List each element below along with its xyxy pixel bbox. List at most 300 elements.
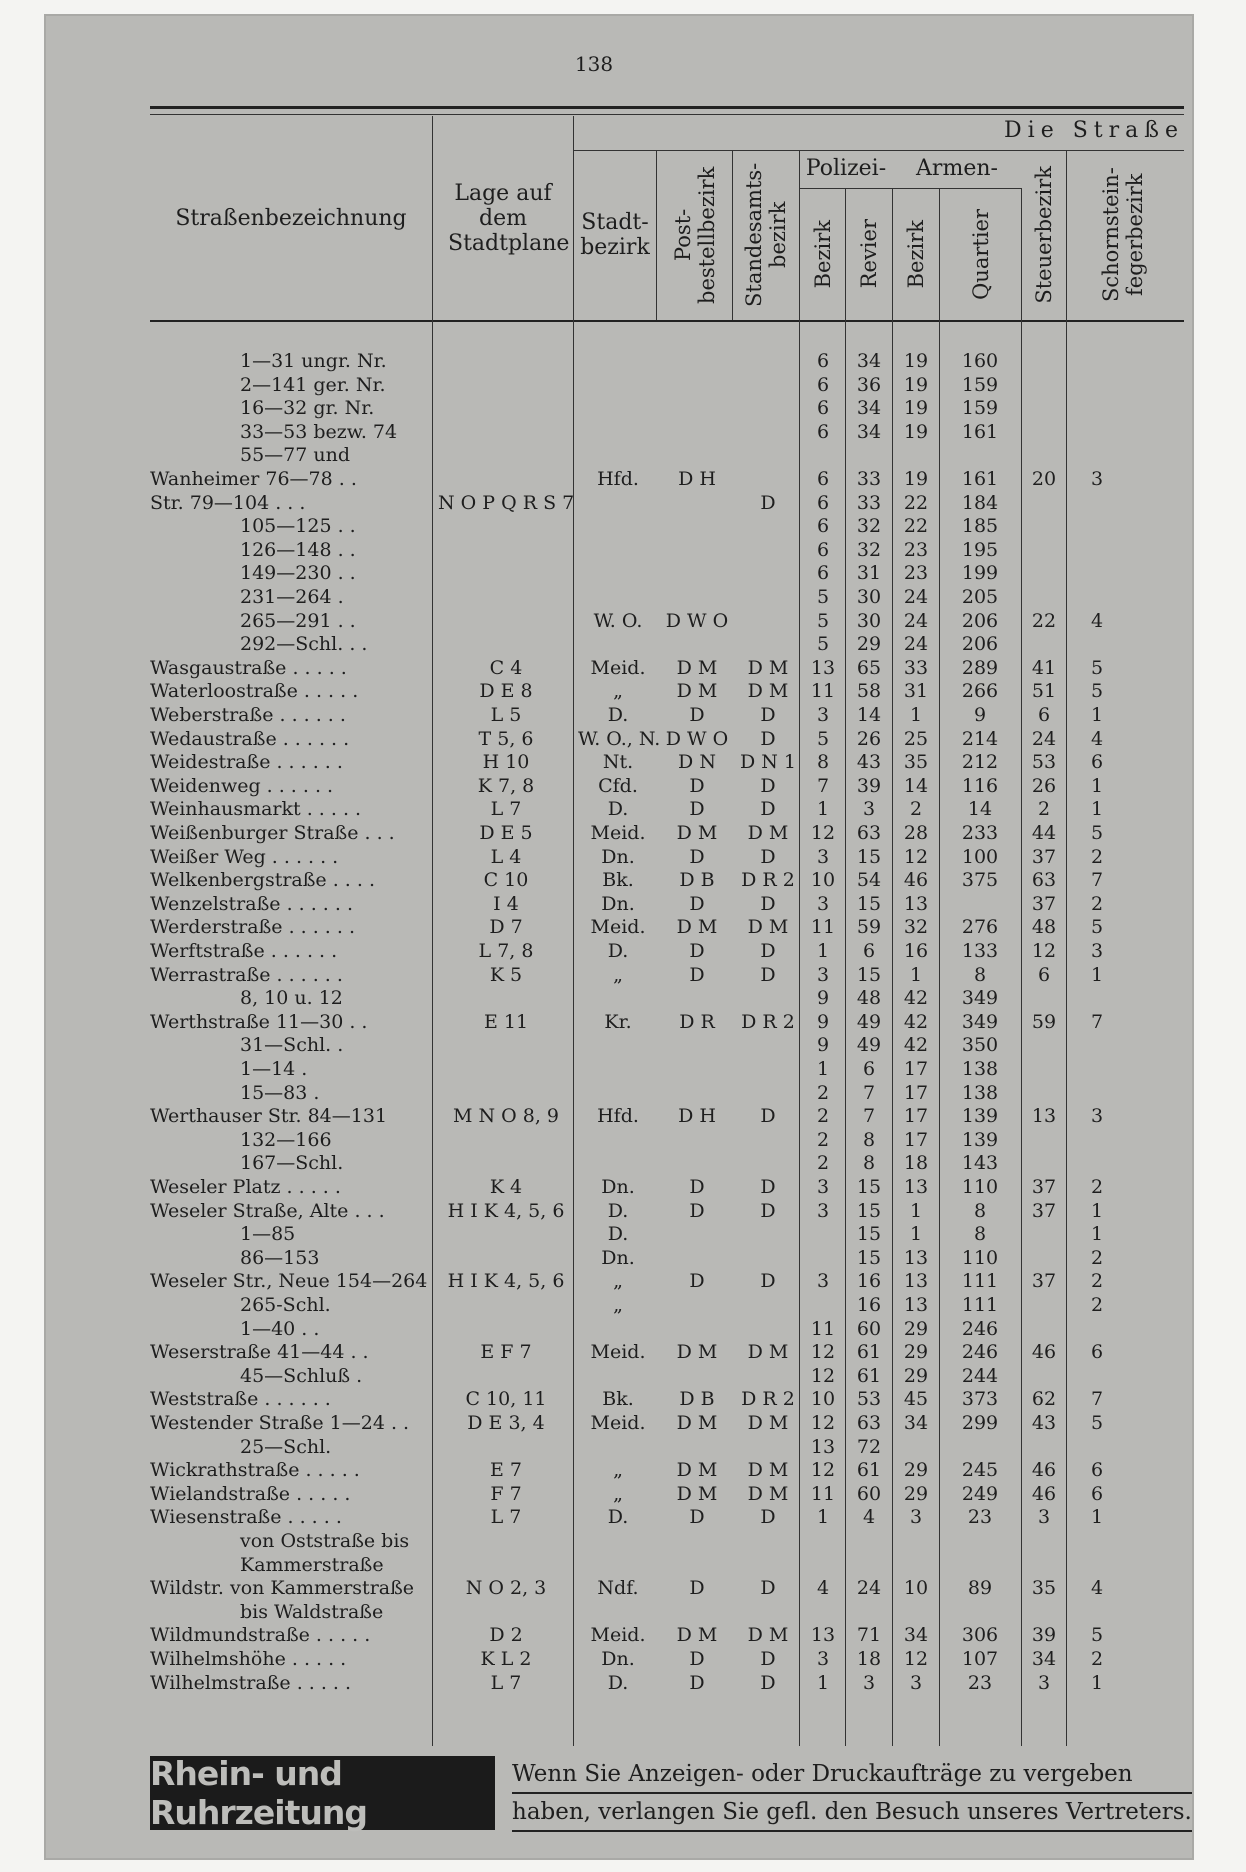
table-row — [150, 728, 1184, 751]
cell-ab: 14 — [903, 774, 929, 797]
cell-pb: 5 — [816, 586, 830, 608]
table-row — [150, 492, 1184, 515]
cell-aq: 111 — [961, 1270, 999, 1293]
page-scan — [44, 14, 1194, 1860]
cell-pr: 59 — [856, 916, 882, 939]
cell-pb: 3 — [816, 704, 830, 726]
cell-pr: 43 — [856, 751, 882, 774]
cell-pr: 30 — [856, 609, 882, 632]
cell-ab: 1 — [909, 1223, 923, 1246]
cell-sch: 3 — [1090, 940, 1104, 962]
cell-aq: 289 — [961, 656, 999, 679]
cell-st: 46 — [1031, 1482, 1057, 1505]
header-stadtbezirk — [574, 150, 657, 320]
cell-pb: 9 — [816, 1010, 830, 1033]
cell-ab: 33 — [903, 656, 929, 679]
header-street-name-text: Straßenbezeichnung — [175, 205, 407, 231]
header-standesamt — [733, 150, 800, 320]
cell-stand: D — [760, 1671, 776, 1694]
cell-ab: 18 — [903, 1152, 929, 1175]
cell-aq: 8 — [973, 1199, 987, 1222]
cell-st: 6 — [1037, 963, 1051, 986]
table-row — [150, 633, 1184, 656]
cell-pb: 12 — [810, 822, 836, 844]
cell-lage: E 11 — [483, 1010, 529, 1033]
cell-stand: D — [760, 1270, 776, 1293]
cell-pr: 63 — [856, 822, 882, 844]
cell-pb: 6 — [816, 397, 830, 420]
cell-ab: 19 — [903, 397, 929, 420]
cell-sch: 7 — [1090, 1388, 1104, 1411]
street-name-cell: 265-Schl. — [240, 1294, 331, 1316]
cell-pb: 6 — [816, 515, 830, 538]
street-name-cell: von Oststraße bis — [240, 1530, 410, 1552]
cell-ab: 34 — [903, 1412, 929, 1434]
cell-aq: 246 — [961, 1341, 999, 1364]
cell-sch: 5 — [1090, 1412, 1104, 1434]
cell-aq: 133 — [961, 940, 999, 962]
cell-pr: 61 — [856, 1341, 882, 1364]
cell-st: 20 — [1031, 468, 1057, 490]
table-row — [150, 1200, 1184, 1223]
table-row — [150, 964, 1184, 987]
cell-pb: 11 — [810, 916, 836, 939]
header-polizei-bezirk — [800, 188, 846, 320]
cell-pb: 11 — [810, 1482, 836, 1505]
cell-sch: 1 — [1090, 963, 1104, 986]
cell-stand: D — [760, 798, 776, 821]
cell-sch: 3 — [1090, 1105, 1104, 1128]
cell-pb: 5 — [816, 633, 830, 656]
cell-stand: D — [760, 1176, 776, 1198]
cell-stadt: Dn. — [601, 1176, 635, 1198]
cell-aq: 306 — [961, 1624, 999, 1647]
table-row — [150, 1223, 1184, 1246]
table-row — [150, 916, 1184, 939]
cell-pb: 5 — [816, 727, 830, 750]
street-name-cell: Weißer Weg . . . . . . — [150, 845, 339, 868]
header-schornstein — [1067, 150, 1183, 320]
cell-st: 3 — [1037, 1506, 1051, 1529]
cell-lage: H I K 4, 5, 6 — [447, 1270, 565, 1293]
cell-aq: 116 — [961, 774, 999, 797]
cell-stadt: „ — [613, 963, 623, 986]
cell-stand: D R 2 — [741, 1010, 795, 1033]
cell-ab: 13 — [903, 1270, 929, 1293]
cell-lage: C 10 — [483, 869, 529, 892]
cell-pb: 6 — [816, 420, 830, 443]
cell-pr: 16 — [856, 1270, 882, 1293]
street-name-cell: 265—291 . . — [240, 609, 356, 632]
street-name-cell: 149—230 . . — [240, 562, 356, 585]
cell-ab: 32 — [903, 916, 929, 939]
cell-pb: 10 — [810, 1388, 836, 1411]
cell-pb: 6 — [816, 491, 830, 514]
cell-sch: 5 — [1090, 656, 1104, 679]
cell-pb: 11 — [810, 1317, 836, 1340]
cell-ab: 19 — [903, 350, 929, 372]
street-name-cell: 126—148 . . — [240, 538, 356, 561]
cell-stadt: Dn. — [601, 1648, 635, 1670]
table-row — [150, 1247, 1184, 1270]
street-name-cell: Wickrathstraße . . . . . — [150, 1459, 360, 1482]
cell-pb: 8 — [816, 751, 830, 774]
cell-post: D — [689, 774, 705, 797]
street-name-cell: 1—14 . — [240, 1058, 308, 1080]
cell-stand: D — [760, 774, 776, 797]
cell-sch: 3 — [1090, 468, 1104, 490]
cell-st: 37 — [1031, 892, 1057, 915]
cell-pb: 1 — [816, 1506, 830, 1529]
cell-st: 37 — [1031, 1176, 1057, 1198]
cell-ab: 19 — [903, 373, 929, 396]
header-postbestell-text: Post- bestellbezirk — [670, 166, 719, 304]
cell-st: 46 — [1031, 1459, 1057, 1482]
cell-post: D — [689, 963, 705, 986]
cell-pb: 12 — [810, 1341, 836, 1364]
table-row — [150, 1601, 1184, 1624]
header-polizei: Polizei- — [805, 156, 887, 181]
cell-sch: 4 — [1090, 609, 1104, 632]
table-row — [150, 1506, 1184, 1529]
cell-stadt: Dn. — [601, 892, 635, 915]
cell-aq: 212 — [961, 751, 999, 774]
cell-pb: 4 — [816, 1577, 830, 1600]
cell-aq: 8 — [973, 963, 987, 986]
table-row — [150, 1365, 1184, 1388]
cell-pr: 58 — [856, 680, 882, 703]
table-row — [150, 1436, 1184, 1459]
cell-pr: 33 — [856, 468, 882, 490]
table-row — [150, 1011, 1184, 1034]
page-content — [104, 14, 1192, 1860]
cell-stadt: Bk. — [602, 1388, 634, 1411]
cell-st: 44 — [1031, 822, 1057, 844]
cell-aq: 199 — [961, 562, 999, 585]
table-row — [150, 1058, 1184, 1081]
ad-line-2: haben, verlangen Sie gefl. den Besuch unseres Vertreters. — [512, 1794, 1192, 1832]
cell-ab: 46 — [903, 869, 929, 892]
cell-pb: 9 — [816, 987, 830, 1010]
cell-post: D M — [676, 1482, 718, 1505]
cell-post: D — [689, 892, 705, 915]
cell-ab: 17 — [903, 1058, 929, 1080]
cell-ab: 29 — [903, 1341, 929, 1364]
header-schornstein-text: Schornstein- fegerbezirk — [1099, 167, 1147, 303]
table-row — [150, 1318, 1184, 1341]
cell-stand: D — [760, 1506, 776, 1529]
cell-pr: 16 — [856, 1294, 882, 1316]
cell-pr: 4 — [862, 1506, 876, 1529]
cell-aq: 299 — [961, 1412, 999, 1434]
cell-st: 53 — [1031, 751, 1057, 774]
cell-post: D — [689, 1270, 705, 1293]
street-name-cell: Werthstraße 11—30 . . — [150, 1010, 368, 1033]
cell-post: D H — [678, 468, 716, 490]
cell-sch: 2 — [1090, 1246, 1104, 1269]
cell-stand: D M — [747, 1412, 789, 1434]
cell-pr: 54 — [856, 869, 882, 892]
cell-pr: 32 — [856, 515, 882, 538]
cell-aq: 159 — [961, 373, 999, 396]
cell-aq: 245 — [961, 1459, 999, 1482]
cell-aq: 246 — [961, 1317, 999, 1340]
cell-st: 59 — [1031, 1010, 1057, 1033]
cell-stadt: Dn. — [601, 1246, 635, 1269]
cell-stadt: D. — [607, 940, 629, 962]
table-row — [150, 704, 1184, 727]
cell-st: 12 — [1031, 940, 1057, 962]
cell-pb: 7 — [816, 774, 830, 797]
street-name-cell: 86—153 — [240, 1246, 320, 1269]
street-name-cell: 55—77 und — [240, 444, 351, 467]
cell-stadt: „ — [613, 1294, 623, 1316]
ad-text — [512, 1756, 1192, 1832]
cell-stand: D M — [747, 1341, 789, 1364]
cell-aq: 350 — [961, 1034, 999, 1057]
cell-pr: 3 — [862, 798, 876, 821]
cell-post: D — [689, 1199, 705, 1222]
cell-ab: 1 — [909, 704, 923, 726]
cell-pr: 53 — [856, 1388, 882, 1411]
header-standesamt-text: Standesamts- bezirk — [742, 162, 790, 308]
table-row — [150, 869, 1184, 892]
cell-pr: 48 — [856, 987, 882, 1010]
cell-lage: N O P Q R S 7 — [438, 491, 575, 514]
cell-post: D M — [676, 1624, 718, 1647]
cell-pr: 49 — [856, 1034, 882, 1057]
table-row — [150, 798, 1184, 821]
cell-st: 3 — [1037, 1671, 1051, 1694]
street-name-cell: 1—31 ungr. Nr. — [240, 350, 387, 372]
cell-stand: D — [760, 1105, 776, 1128]
cell-aq: 8 — [973, 1223, 987, 1246]
cell-ab: 16 — [903, 940, 929, 962]
cell-sch: 5 — [1090, 1624, 1104, 1647]
cell-aq: 205 — [961, 586, 999, 608]
cell-stadt: D. — [607, 704, 629, 726]
cell-aq: 107 — [961, 1648, 999, 1670]
cell-pr: 34 — [856, 350, 882, 372]
cell-sch: 5 — [1090, 822, 1104, 844]
cell-sch: 5 — [1090, 916, 1104, 939]
page-number: 138 — [574, 52, 614, 76]
cell-pr: 7 — [862, 1105, 876, 1128]
cell-aq: 9 — [973, 704, 987, 726]
street-name-cell: Werftstraße . . . . . . — [150, 940, 338, 962]
cell-stand: D N 1 — [739, 751, 797, 774]
cell-st: 39 — [1031, 1624, 1057, 1647]
cell-post: D M — [676, 822, 718, 844]
header-street-name — [150, 116, 433, 320]
cell-stand: D M — [747, 1459, 789, 1482]
table-row — [150, 586, 1184, 609]
cell-lage: D E 3, 4 — [467, 1412, 545, 1434]
cell-lage: M N O 8, 9 — [452, 1105, 560, 1128]
cell-stand: D — [760, 1648, 776, 1670]
cell-post: D B — [679, 869, 715, 892]
table-row — [150, 539, 1184, 562]
cell-pr: 15 — [856, 892, 882, 915]
cell-aq: 111 — [961, 1294, 999, 1316]
table-row — [150, 1672, 1184, 1695]
cell-aq: 14 — [967, 798, 993, 821]
header-armen-bezirk-text: Bezirk — [904, 219, 928, 289]
cell-st: 51 — [1031, 680, 1057, 703]
cell-aq: 23 — [967, 1506, 993, 1529]
table-row — [150, 1270, 1184, 1293]
cell-aq: 161 — [961, 468, 999, 490]
cell-aq: 276 — [961, 916, 999, 939]
cell-aq: 206 — [961, 633, 999, 656]
cell-pr: 63 — [856, 1412, 882, 1434]
cell-st: 46 — [1031, 1341, 1057, 1364]
cell-pb: 2 — [816, 1128, 830, 1151]
cell-post: D — [689, 1577, 705, 1600]
cell-stadt: Nt. — [602, 751, 634, 774]
cell-pr: 15 — [856, 1176, 882, 1198]
cell-ab: 13 — [903, 1176, 929, 1198]
cell-post: D — [689, 704, 705, 726]
street-name-cell: 167—Schl. — [240, 1152, 344, 1175]
cell-sch: 2 — [1090, 1294, 1104, 1316]
cell-ab: 3 — [909, 1506, 923, 1529]
cell-post: D W O — [665, 609, 729, 632]
street-name-cell: 31—Schl. . — [240, 1034, 344, 1057]
ad-line-1: Wenn Sie Anzeigen- oder Druckaufträge zu vergeben — [512, 1756, 1192, 1794]
street-name-cell: Str. 79—104 . . . — [150, 491, 306, 514]
cell-pb: 12 — [810, 1459, 836, 1482]
cell-ab: 12 — [903, 845, 929, 868]
street-name-cell: Weinhausmarkt . . . . . — [150, 798, 362, 821]
cell-post: D R — [679, 1010, 715, 1033]
cell-ab: 13 — [903, 892, 929, 915]
cell-ab: 22 — [903, 491, 929, 514]
cell-lage: K 7, 8 — [477, 774, 535, 797]
cell-st: 37 — [1031, 1199, 1057, 1222]
cell-post: D B — [679, 1388, 715, 1411]
cell-sch: 6 — [1090, 1341, 1104, 1364]
cell-aq: 159 — [961, 397, 999, 420]
cell-stand: D R 2 — [741, 1388, 795, 1411]
cell-aq: 206 — [961, 609, 999, 632]
cell-lage: L 4 — [490, 845, 522, 868]
cell-pr: 15 — [856, 845, 882, 868]
table-row — [150, 1176, 1184, 1199]
cell-stadt: Hfd. — [597, 468, 639, 490]
cell-aq: 185 — [961, 515, 999, 538]
cell-ab: 25 — [903, 727, 929, 750]
cell-st: 63 — [1031, 869, 1057, 892]
cell-lage: C 10, 11 — [465, 1388, 547, 1411]
table-row — [150, 680, 1184, 703]
cell-pb: 3 — [816, 892, 830, 915]
cell-aq: 23 — [967, 1671, 993, 1694]
cell-lage: E 7 — [490, 1459, 522, 1482]
street-name-cell: 45—Schluß . — [240, 1364, 363, 1387]
top-rule-thin — [150, 114, 1184, 115]
cell-lage: E F 7 — [480, 1341, 532, 1364]
table-row — [150, 940, 1184, 963]
street-name-cell: Weserstraße 41—44 . . — [150, 1341, 369, 1364]
header-polizei-revier-text: Revier — [857, 219, 881, 289]
cell-ab: 28 — [903, 822, 929, 844]
street-name-cell: Wilhelmshöhe . . . . . — [150, 1648, 347, 1670]
cell-pb: 2 — [816, 1081, 830, 1104]
cell-pb: 13 — [810, 1435, 836, 1458]
street-name-cell: 1—85 — [240, 1223, 296, 1246]
street-name-cell: Wedaustraße . . . . . . — [150, 727, 350, 750]
cell-lage: D 2 — [489, 1624, 523, 1647]
cell-post: D N — [678, 751, 716, 774]
table-row — [150, 1577, 1184, 1600]
table-row — [150, 515, 1184, 538]
cell-aq: 89 — [967, 1577, 993, 1600]
cell-aq: 375 — [961, 869, 999, 892]
cell-post: D — [689, 1648, 705, 1670]
cell-sch: 2 — [1090, 845, 1104, 868]
street-name-cell: Werthauser Str. 84—131 — [150, 1105, 388, 1128]
advertisement — [150, 1754, 1192, 1836]
cell-sch: 2 — [1090, 1270, 1104, 1293]
street-name-cell: 231—264 . — [240, 586, 344, 608]
cell-stand: D R 2 — [741, 869, 795, 892]
cell-pr: 15 — [856, 1246, 882, 1269]
cell-stand: D M — [747, 656, 789, 679]
cell-stand: D — [760, 1199, 776, 1222]
table-row — [150, 421, 1184, 444]
cell-ab: 24 — [903, 586, 929, 608]
cell-pr: 15 — [856, 1223, 882, 1246]
cell-stadt: „ — [613, 1459, 623, 1482]
street-name-cell: 292—Schl. . . — [240, 633, 368, 656]
cell-st: 34 — [1031, 1648, 1057, 1670]
street-name-cell: Waterloostraße . . . . . — [150, 680, 359, 703]
cell-aq: 214 — [961, 727, 999, 750]
header-stadtbezirk-text: Stadt- bezirk — [580, 210, 650, 260]
cell-post: D M — [676, 680, 718, 703]
table-row — [150, 751, 1184, 774]
cell-pb: 3 — [816, 1199, 830, 1222]
cell-pb: 2 — [816, 1152, 830, 1175]
cell-ab: 22 — [903, 515, 929, 538]
cell-st: 2 — [1037, 798, 1051, 821]
cell-lage: I 4 — [493, 892, 519, 915]
cell-pr: 49 — [856, 1010, 882, 1033]
cell-stand: D — [760, 704, 776, 726]
street-name-cell: 16—32 gr. Nr. — [240, 397, 375, 420]
cell-ab: 13 — [903, 1294, 929, 1316]
cell-stadt: Meid. — [590, 916, 646, 939]
table-row — [150, 374, 1184, 397]
cell-lage: L 7 — [490, 1671, 522, 1694]
cell-ab: 29 — [903, 1482, 929, 1505]
cell-ab: 35 — [903, 751, 929, 774]
cell-pb: 3 — [816, 845, 830, 868]
cell-ab: 17 — [903, 1105, 929, 1128]
cell-pb: 13 — [810, 656, 836, 679]
cell-sch: 6 — [1090, 1459, 1104, 1482]
table-row — [150, 1554, 1184, 1577]
table-row — [150, 1105, 1184, 1128]
street-name-cell: Weißenburger Straße . . . — [150, 822, 395, 844]
cell-pb: 6 — [816, 562, 830, 585]
cell-pr: 60 — [856, 1482, 882, 1505]
header-armen-bezirk — [893, 188, 940, 320]
cell-pr: 18 — [856, 1648, 882, 1670]
cell-stadt: D. — [607, 798, 629, 821]
header-armen-quartier — [940, 188, 1022, 320]
